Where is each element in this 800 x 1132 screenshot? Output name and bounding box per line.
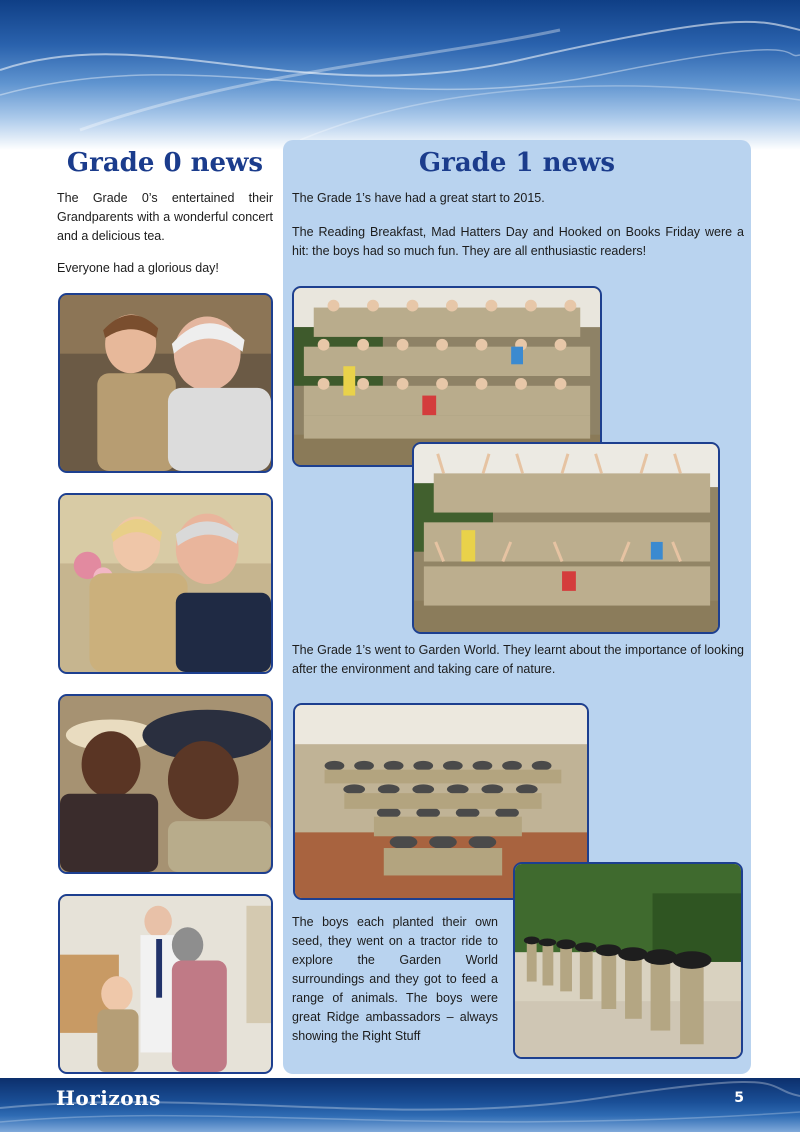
photo-classroom-grandparents	[58, 894, 273, 1074]
photo-boy-hugging-grandfather	[58, 493, 273, 674]
photo-boy-with-grandfather	[58, 293, 273, 473]
photo-mad-hatters-group	[292, 286, 602, 467]
grade0-paragraph-1: The Grade 0’s entertained their Grandparents with a wonderful concert and a delicious tea.	[57, 191, 273, 243]
footer-banner	[0, 1078, 800, 1132]
grade1-paragraph-1: The Grade 1’s have had a great start to 2015.	[292, 191, 545, 205]
grade0-heading: Grade 0 news	[66, 148, 264, 178]
photo-boy-with-grandmother	[58, 694, 273, 874]
page-number: 5	[734, 1090, 744, 1106]
grade0-paragraph-2: Everyone had a glorious day!	[57, 261, 219, 275]
grade1-paragraph-4: The boys each planted their own seed, they went on a tractor ride to explore the Garden World surroundings and they got to feed a range of animals. The boys were great Ridge ambassadors – always showing the Right Stuff	[292, 915, 498, 1043]
photo-garden-world-line	[513, 862, 743, 1059]
grade1-paragraph-2: The Reading Breakfast, Mad Hatters Day and Hooked on Books Friday were a hit: the boys had so much fun. They are all enthusiastic readers!	[292, 225, 744, 258]
brand-logo: Horizons	[56, 1086, 161, 1110]
grade1-heading: Grade 1 news	[418, 148, 616, 178]
photo-mad-hatters-cheering	[412, 442, 720, 634]
grade1-paragraph-3: The Grade 1’s went to Garden World. They learnt about the importance of looking after the environment and taking care of nature.	[292, 643, 744, 676]
header-banner	[0, 0, 800, 150]
wave-decoration	[0, 0, 800, 150]
